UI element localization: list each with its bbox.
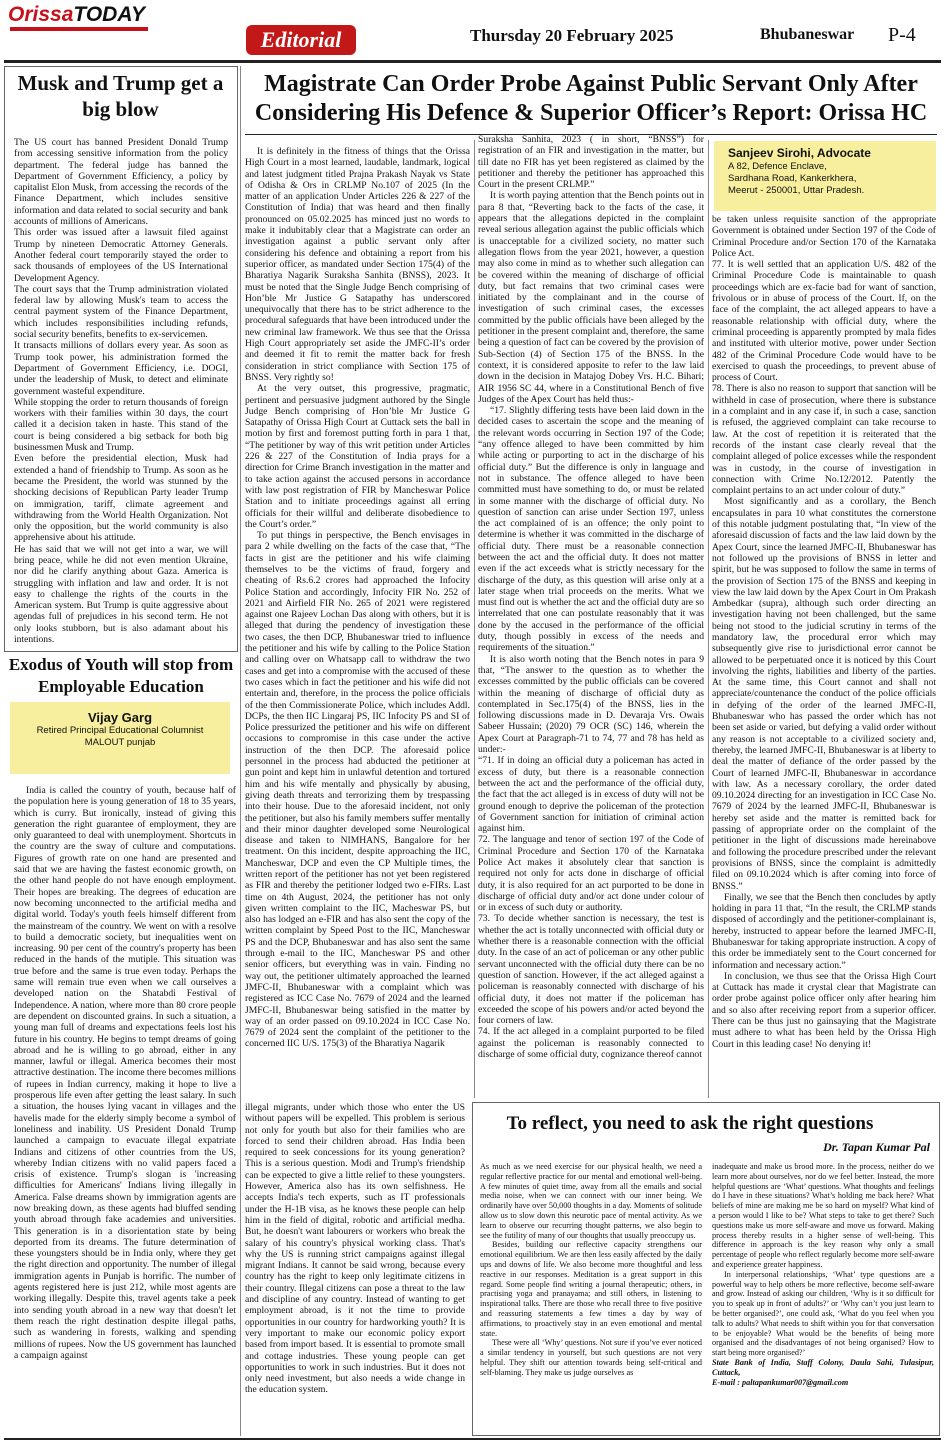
main-paragraph: To put things in perspective, the Bench envisages in para 2 while dwelling on the facts of the case that, “The facts in gist are the petitioner and his wife claiming themselves to be the victims of fraud, forgery and cheating of Rs.6.2 crores had approached the Infocity Police Station and accordingly, Infocity FIR No. 252 of 2021 and Airfield FIR No. 265 of 2021 were registered against one Rajeev Lochan Das along with others, but it is alleged that during the pendency of investigation these two cases, the then DCP, Bhubaneswar tried to influence the petitioner and his wife by calling to the Police Station and calling over on Whatsapp call to withdraw the two cases and get into a compromise with the accused of these two cases which in fact the petitioner and his wife did not entertain and, therefore, in the process the police officials of the then Commissionerate Police, which includes Addl. DCPs, the then IIC Lingaraj PS, IIC Infocity PS and SI of Police pressurized the petitioner and his wife on different occasions to compromise in this case under the active instruction of the then DCP. The aforesaid police personnel in the process had abducted the petitioner at gun point and kept him in unlawful detention and tortured him and his wife mentally and physically by abusing, giving death threats and terrorizing them by trespassing into their house. Due to the aforesaid incident, not only the petitioner, but also his family members suffer mentally and their minor daughter developed some Neurological disease and taken to NIMHANS, Bangalore for her treatment. On this incident, despite approaching the IIC, Mancheswar, DCP and even the CP Multiple times, the written report of the petitioner has not yet been registered as FIR and thereby the petitioner lodged two e-FIRs. Last time on 4th August, 2024, the petitioner has not only given written complaint to the IIC, Macheswar PS, but also has lodged an e-FIR and has also sent the copy of the written complaint by Speed Post to the IIC, Mancheswar PS and the DCP, Bhubaneswar and has also sent the same through e-mail to the IIC, Mancheswar PS and other senior officers, but everything was in vain. Finding no way out, the petitioner ultimately approached the learned JMFC-II, Bhubaneswar with a complaint which was registered as ICC Case No. 7679 of 2024 and the learned JMFC-II, Bhubaneswar being satisfied in the matter by way of an order passed on 09.10.2024 in ICC Case No. 7679 of 2024 sent the complaint of the petitioner to the concerned IIC U/S. 175(3) of the Bharatiya Nagarik — [245, 530, 470, 1050]
main-headline-line1: Magistrate Can Order Probe Against Public Servant Only After — [264, 71, 918, 97]
musk-paragraph: He has said that we will not get into a war, we will bring peace, while he did not even mention Ukraine, nor did he clarify anything about Gaza. America is struggling with inflation and law and order. It is not easy to challenge the rights of the courts in the American system. But Trump is quite aggressive about agendas full of prejudices in his second term. He not only looks stubborn, but is also adamant about his intentions. — [14, 543, 228, 645]
main-author-name: Sanjeev Sirohi, Advocate — [728, 146, 871, 160]
main-paragraph: 74. If the act alleged in a complaint purported to be filed against the policeman is reasonably connected to discharge of some official duty, cognizance thereof cannot — [478, 1026, 704, 1061]
main-author-box — [714, 141, 936, 211]
reflect-paragraph: inadequate and make us brood more. In the process, neither do we learn more about ourselves, nor do we feel better. Instead, the more helpful questions are ‘What’ questions. What thoughts and feelings do I have in these situations? What’s holding me back here? What beliefs of mine are making me be so hard on myself? What kind of a person would I like to be? What steps to take to get there? Such questions make us more self-aware and move us forward. Making process thereby results in a higher sense of well-being. This difference in approach is the key reason why only a small percentage of people who reflect regularly become more self-aware and experience greater happiness. — [712, 1162, 934, 1269]
column-divider — [240, 66, 241, 1436]
exodus-headline: Exodus of Youth will stop from Employable Education — [8, 655, 234, 696]
musk-paragraph: While stopping the order to return thousands of foreign workers with their families within 30 days, the court called it a decision taken in haste. This stand of the court is being considered a big setback for both big businessmen Musk and Trump. — [14, 396, 228, 454]
exodus-author-name: Vijay Garg — [87, 710, 153, 725]
main-author-address: Sardhana Road, Kankerkhera, — [728, 173, 857, 184]
reflect-paragraph: As much as we need exercise for our physical health, we need a regular reflective practice for our mental and emotional well-being. A few minutes of quiet time, away from all the emails and social media noise, when we can connect with our inner being. We ordinarily have over 50,000 thoughts in a day. Moments of solitude allow us to slow down this neurotic pace of mental activity. As we learn to observe our recurring thought patterns, we also begin to see the futility of many of our thoughts that usually preoccupy us. — [480, 1162, 702, 1240]
reflect-email: E-mail : paltapankumar007@gmail.com — [712, 1377, 849, 1387]
exodus-paragraph: India is called the country of youth, because half of the population here is young generation of 18 to 35 years, which is curry. But ironically, instead of giving this generation the right guarantee of employment, they are only guaranteed to deal with unemployment. Shortcuts in the country are the sway of culture and computations. Figures of growth rate on one hand are presented and said that we are having the fastest economic growth, on the other hand people do not have enough employment. Their hopes are breaking. The degrees of education are now becoming unconnected to the artificial medha and digital world. Today's youth feels himself different from the mainstream of the country. We went on with a resolve to build a democratic society, but inequalities went on increasing. 90 per cent of the country's property has been reduced in the hands of the mutiple. This situation was true before and the same is true even today. Perhaps the same will remain true even when we call ourselves a developed nation on the Shatabdi Festival of Independence. A nation, where more than 80 crore people are dependent on discounted grains. In such a situation, a young man full of dreams and expectations feels lost his future in his country. He begins to tempt dreams of going abroad and he is willing to go abroad, either in any manner, lawful or illegal. America becomes their most attractive destination. The income there becomes millions of rupees in Indian currency, making it hope to live a prosperous life even after getting the least salary. In such a situation, the houses lying vacant in villages and the havelis made for the elderly simply become a symbol of loneliness and inability. US President Donald Trump launched a campaign to evacuate illegal expatriate Indians and citizens of other countries from the US, whereby Indian citizens with no valid papers faced a crisis of existence. Trump's slogan is 'increasing difficulties for Americans' Indians living illegally in America. False dreams shown by immigration agents are now breaking down, as these agents had bluffed sending youth abroad through fake academies and universities. This generation is in a disorientation state by being deported from its dreams. The future determination of these youngsters should be in India only, where they get the right direction and opportunity. The number of illegal immigration agents in Punjab is horrific. The number of agents registered here is just 212, while most agents are working illegally. Despite this, travel agents take a peek into sending youth abroad in a new way that doesn't let them reach the right destination despite illegal paths, such as wandering in forests, walking and spending millions of rupees. Now the US government has launched a campaign against — [14, 785, 236, 1361]
page-number: P-4 — [888, 24, 916, 46]
exodus-body-right — [245, 1102, 465, 1425]
main-paragraph: In conclusion, we thus see that the Orissa High Court at Cuttack has made it crystal clear that Magistrate can order probe against police officer only after hearing him and so also after receiving report from a superior officer. There can be thus just no gainsaying that the Magistrate must adhere to what has been held by the Orissa High Court in this leading case! No denying it! — [712, 970, 936, 1050]
main-paragraph: Finally, we see that the Bench then concludes by aptly holding in para 11 that, “In the result, the CRLMP stands disposed of accordingly and the petitioner-complainant is, hereby, instructed to appear before the learned JMFC-II, Bhubaneswar for taking appropriate instruction. A copy of this order be immediately sent to the Court concerned for information and necessary action.” — [712, 891, 936, 971]
main-headline-line2: Considering His Defence & Superior Officer’s Report: Orissa HC — [254, 100, 928, 126]
reflect-signature: State Bank of India, Staff Colony, Daula Sahi, Tulasipur, Cuttack, — [712, 1357, 934, 1377]
main-paragraph: At the very outset, this progressive, pragmatic, pertinent and persuasive judgment authored by the Single Judge Bench comprising of Hon’ble Mr Justice G Satapathy of Orissa High Court at Cuttack sets the ball in motion by first and foremost putting forth in para 1 that, “The petitioner by way of this writ petition under Articles 226 & 227 of the Constitution of India prays for a direction for Crime Branch investigation in the matter and to take action against the accused persons in accordance with law post registration of FIR by Mancheswar Police Station and to initiate proceedings against all erring officials for their willful and deliberate disobedience to the Court’s order.” — [245, 383, 470, 530]
main-paragraph: “71. If in doing an official duty a policeman has acted in excess of duty, but there is a reasonable connection between the act and the performance of the official duty, the fact that the act alleged is in excess of duty will not be ground enough to deprive the policeman of the protection of Government sanction for initiation of criminal action against him. — [478, 755, 704, 835]
main-paragraph: It is worth paying attention that the Bench points out in para 8 that, “Reverting back to the facts of the case, it appears that the allegations depicted in the complaint reveal serious allegation against the public officials which is unacceptable for a civilized society, no matter such allegation flows from the year 2021, however, a question may also come in mind as to whether such allegation can be covered within the meaning of discharge of official duty, but fact remains that two criminal cases were initiated by the complainant and in the course of investigation of such criminal cases, the excesses committed by the public officials have been alleged by the petitioner in the present complaint and, therefore, the same being a question of fact can be covered by the provision of Sub-Section (4) of Section 175 of the BNSS. In the context, it is considered apposite to refer to the law laid down in the decision in Matajog Dobey Vrs. H.C. Bihari; AIR 1956 SC 44, where in a Constitutional Bench of five Judges of the Apex Court has held thus:- — [478, 190, 704, 405]
musk-paragraph: This order was issued after a lawsuit filed against Trump by nineteen Democratic Attorney Generals. Another federal court temporarily stayed the order to sack thousands of employees of the US International Development Agency. — [14, 227, 228, 284]
main-paragraph: Most significantly and as a corollary, the Bench encapsulates in para 10 what constitutes the cornerstone of this notable judgment postulating that, “In view of the aforesaid discussion of facts and the law laid down by the Apex Court, since the learned JMFC-II, Bhubaneswar has not followed up the provisions of BNSS in letter and spirit, but he was supposed to follow the same in terms of the provision of Section 175 of the BNSS and keeping in view the law laid down by the Apex Court in Om Prakash Ambedkar (supra), although such order directing an investigation having not been challenged, but the same being not stood to the judicial scrutiny in terms of the mandatory law, the procedural error which may subsequently give rise to jurisdictional error cannot be allowed to be perpetuated once it is noticed by this Court involving the rights, liabilities and liberty of the parties. At the same time, this Court cannot and shall not appreciate/countenance the conduct of the police officials in defying of the order of the learned JMFC-II, Bhubaneswar who has passed the order which has not been set aside or varied, but defying a valid order without any reason is not acceptable to a civilized society and, thereby, the learned JMFC-II, Bhubaneswar is at liberty to deal the matter of defiance of the order passed by the Court of learned JMFC-II, Bhubaneswar in accordance with law. As a necessary corollary, the order dated 09.10.2024 directing for an investigation in ICC Case No. 7679 of 2024 by the learned JMFC-II, Bhubaneswar is hereby set aside and the matter is remitted back for passing of appropriate order on the complaint of the petitioner in the light of discussions made hereinabove and following the procedure prescribed under the relevant provisions of BNSS, since the complaint is admittedly filed on 09.10.2024 which is after coming into force of BNSS.” — [712, 496, 936, 892]
main-col3 — [712, 214, 936, 1094]
exodus-paragraph: illegal migrants, under which those who enter the US without papers will be expelled. This problem is serious not only for youth but also for their families who are forced to send their children abroad. Has India been required to seek concessions for its young generation? This is a serious question. Modi and Trump's friendship can be expected to give a little relief to these youngsters. However, America also has its own selfishness. He accepts India's tech experts, such as IT professionals under the H-1B visa, as he knows these people can help him in the field of digital, robotic and artificial medha. But, he doesn't want labourers or workers who break the salary of his country's physical working class. That's why the US is running strict campaigns against illegal migrant Indians. It cannot be said wrong, because every country has the right to keep only legitimate citizens in their country. Illegal citizens can pose a threat to the law and discipline of any country. Instead of wanting to get employment abroad, is it not the time to provide opportunities in our country for hardworking youth? It is very important to make our economic policy export based from import based. It is essential to promote small and cottage industries. These young people can get opportunities to work in such industries. But it does not only need investment, but also needs a wide change in the education system. — [245, 1102, 465, 1396]
musk-paragraph: The US court has banned President Donald Trump from accessing sensitive information from the policy department. The federal judge has banned the Department of Government Efficiency, a policy by capitalist Elon Musk, from accessing the records of the Finance Department, which includes sensitive information and data related to social security and bank accounts of millions of Americans. — [14, 137, 228, 228]
column-divider — [474, 140, 475, 1098]
exodus-author-box — [10, 702, 230, 774]
reflect-author: Dr. Tapan Kumar Pal — [823, 1140, 930, 1154]
reflect-paragraph: In interpersonal relationships, ‘What’ type questions are a powerful way to help others be more reflective, become self-aware and grow. Instead of asking our children, ‘Why is it so difficult for you to speak up in front of adults?’ or ‘Why can’t you just learn to be better organised?’, one could ask, ‘What do you feel when you talk to adults? What needs to shift within you for that conversation to be enjoyable? What would be the benefits of being more organised and the disadvantages of not being organised? How to start being more organised?’ — [712, 1269, 934, 1358]
footer-rule — [4, 1438, 941, 1440]
musk-body — [14, 137, 228, 645]
main-paragraph: Suraksha Sanhita, 2023 ( in short, “BNSS”) for registration of an FIR and investigation in the matter, but till date no FIR has yet been registered as claimed by the petitioner and thereby the petitioner has approached this Court in the present CRLMP.” — [478, 134, 704, 191]
issue-date: Thursday 20 February 2025 — [470, 26, 674, 45]
column-divider — [708, 140, 709, 1098]
main-paragraph: It is also worth noting that the Bench notes in para 9 that, “The answer to the question as to whether the excesses committed by the public officials can be covered within the meaning of discharge of official duty as contemplated in Sec.175(4) of the BNSS, lies in the following discussions made in D. Devaraja Vrs. Owais Sabeer Hussain; (2020) 79 OCR (SC) 146, wherein the Apex Court at Paragraph-71 to 74, 77 and 78 has held as under:- — [478, 653, 704, 756]
exodus-author-place: MALOUT punjab — [84, 737, 156, 748]
reflect-col2 — [712, 1162, 934, 1428]
reflect-col1 — [480, 1162, 702, 1424]
issue-city: Bhubaneswar — [760, 26, 855, 43]
main-headline — [245, 70, 937, 128]
reflect-paragraph: Besides, building our reflective capacity strengthens our emotional equilibrium. We are then less easily affected by the daily ups and downs of life. We also become more thoughtful and less reactive in our responses. Meditation is a great support in this regard. Some people find writing a journal therapeutic; others, in practising yoga and pranayama; and still others, in listening to inspirational talks. There are those who recall three to five positive and reassuring statements a few times a day by way of affirmations, to proactively stay in an even emotional and mental state. — [480, 1240, 702, 1338]
main-paragraph: be taken unless requisite sanction of the appropriate Government is obtained under Section 197 of the Code of Criminal Procedure and/or Section 170 of the Karnataka Police Act. — [712, 214, 936, 259]
main-col1 — [245, 146, 470, 1094]
main-paragraph: 73. To decide whether sanction is necessary, the test is whether the act is totally unconnected with official duty or whether there is a reasonable connection with the official duty. In the case of an act of policeman or any other public servant unconnected with the official duty there can be no question of sanction. However, if the act alleged against a policeman is reasonably connected with discharge of his official duty, it does not matter if the policeman has exceeded the scope of his powers and/or acted beyond the four corners of law. — [478, 913, 704, 1027]
main-author-address: Meerut - 250001, Uttar Pradesh. — [728, 185, 865, 196]
musk-paragraph: It transacts millions of dollars every year. As soon as Trump took power, his administration formed the Department of Government Efficiency, i.e. DOGI, under the leadership of Musk, to detect and eliminate government wasteful expenditure. — [14, 340, 228, 397]
musk-paragraph: The court says that the Trump administration violated federal law by allowing Musk's team to access the central payment system of the Finance Department, which includes responsibilities including refunds, social security benefits, benefits to ex-servicemen. — [14, 283, 228, 341]
main-col2 — [478, 134, 704, 1094]
logo-underline — [10, 27, 148, 31]
reflect-headline: To reflect, you need to ask the right questions — [506, 1113, 874, 1134]
musk-headline: Musk and Trump get a big blow — [17, 71, 224, 121]
masthead-rule — [4, 60, 941, 63]
main-paragraph: 72. The language and tenor of section 197 of the Code of Criminal Procedure and Section 170 of the Karnataka Police Act makes it absolutely clear that sanction is required not only for acts done in discharge of official duty, it is also required for an act purported to be done in discharge of official duty and/or act done under colour of or in excess of such duty or authority. — [478, 834, 704, 914]
main-paragraph: “17. Slightly differing tests have been laid down in the decided cases to ascertain the scope and the meaning of the relevant words occurring in Section 197 of the Code; “any offence alleged to have been committed by him while acting or purporting to act in the discharge of his official duty.” But the difference is only in language and not in substance. The offence alleged to have been committed must have something to do, or must be related in some manner with the discharge of official duty. No question of sanction can arise under Section 197, unless the act complained of is an offence; the only point to determine is whether it was committed in the discharge of official duty. There must be a reasonable connection between the act and the official duty. It does not matter even if the act exceeds what is strictly necessary for the discharge of the duty, as this question will arise only at a later stage when trial proceeds on the merits. What we must find out is whether the act and the official duty are so interrelated that one can postulate reasonably that it was done by the accused in the performance of the official duty, though possibly in excess of the needs and requirements of the situation.” — [478, 405, 704, 654]
exodus-body-left — [14, 785, 236, 1425]
main-paragraph: It is definitely in the fitness of things that the Orissa High Court in a most learned, laudable, landmark, logical and latest judgment titled Prajna Prakash Nayak vs State of Odisha & Ors in CRLMP No.107 of 2025 (In the matter of an application Under Articles 226 & 227 of the Constitution of India) that was heard and then finally pronounced on 05.02.2025 has minced just no words to make it indubitably clear that a Magistrate can order an investigation against a public servant only after considering his defence and obtaining a report from his superior officer, as mandated under Section 175(4) of the Bharatiya Nagarik Suraksha Sanhita (BNSS), 2023. It must be noted that the Single Judge Bench comprising of Hon’ble Mr Justice G Satapathy has underscored unequivocally that there has to be strict adherence to the procedural safeguards that have been introduced under the new criminal law framework. We thus see that the Orissa High Court appropriately set aside the JMFC-II’s order and deemed it fit to remit the matter back for fresh consideration in strict compliance with Section 175 of BNSS. Very rightly so! — [245, 146, 470, 383]
main-paragraph: 78. There is also no reason to support that sanction will be withheld in case of prosecution, where there is substance in a complaint and in any case if, in such a case, sanction is refused, the aggrieved complaint can take recourse to law. At the cost of repetition it is reiterated that the records of the instant case clearly reveal that the complaint alleged of police excesses while the respondent was in custody, in the course of investigation in connection with Crime No.12/2012. Patently the complaint pertains to an act under colour of duty.” — [712, 383, 936, 497]
reflect-paragraph: These were all ‘Why’ questions. Not sure if you’ve ever noticed a similar tendency in yourself, but such questions are not very helpful. They shift our attention towards being self-critical and self-blaming. They make us judge ourselves as — [480, 1338, 702, 1377]
main-author-address: A 82, Defence Enclave, — [728, 161, 827, 172]
musk-paragraph: Even before the presidential election, Musk had extended a hand of friendship to Trump. As soon as he became the President, the world was stunned by the shocking decisions of Republican Party leader Trump on immigration, tariff, climate agreement and withdrawing from the World Health Organization. Not only the opposition, but the world community is also apprehensive about his attitude. — [14, 453, 228, 544]
main-paragraph: 77. It is well settled that an application U/S. 482 of the Criminal Procedure Code is maintainable to quash proceedings which are ex-facie bad for want of sanction, frivolous or in abuse of process of the Court. If, on the face of the complaint, the act alleged appears to have a reasonable relationship with official duty, where the criminal proceeding is apparently prompted by mala fides and instituted with ulterior motive, power under Section 482 of the Criminal Procedure Code would have to be exercised to quash the proceedings, to prevent abuse of process of Court. — [712, 259, 936, 384]
exodus-author-title: Retired Principal Educational Columnist — [36, 725, 204, 736]
section-badge: Editorial — [246, 25, 356, 55]
masthead-logo: OrissaTODAY — [8, 3, 145, 26]
